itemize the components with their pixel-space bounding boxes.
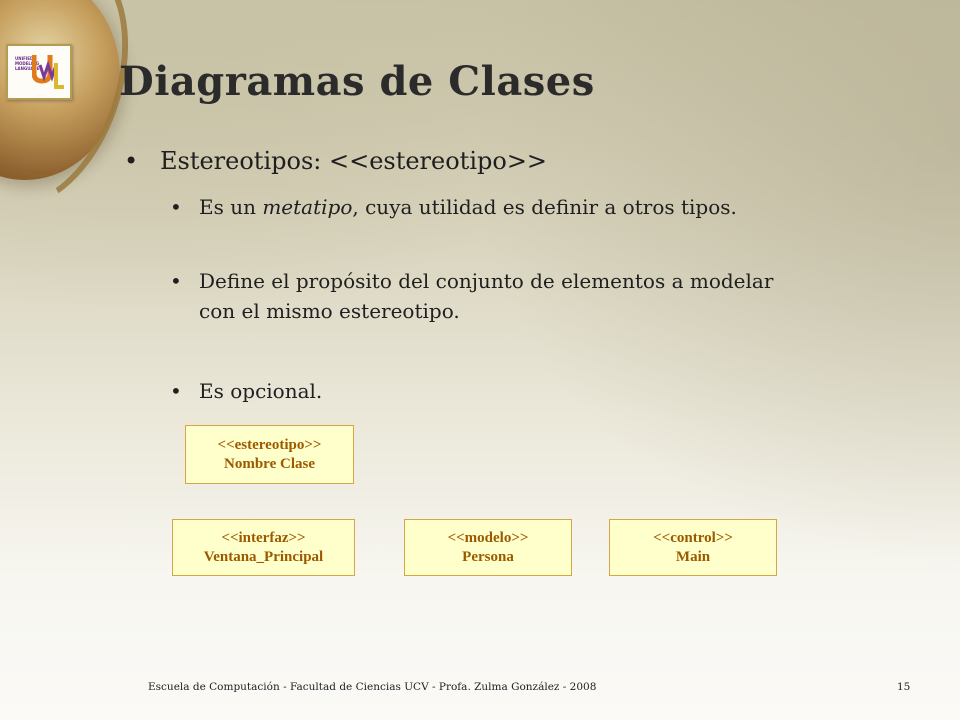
- sub-bullet-text: , cuya utilidad es definir a otros tipos.: [352, 195, 737, 219]
- bullet-dot: •: [170, 195, 182, 219]
- sub-bullet-metatipo: [170, 192, 737, 222]
- class-box-modelo: [404, 519, 572, 576]
- class-name: Nombre Clase: [224, 455, 315, 472]
- footer-text: Escuela de Computación - Facultad de Ciencias UCV - Profa. Zulma González - 2008: [148, 681, 597, 693]
- class-box-interfaz: [172, 519, 355, 576]
- sub-bullet-text: Es opcional.: [199, 379, 323, 403]
- class-stereotype: <<interfaz>>: [221, 529, 306, 546]
- uml-logo-mark: [32, 51, 66, 93]
- class-name: Main: [675, 548, 711, 565]
- sub-bullet-opcional: [170, 376, 322, 406]
- class-stereotype: <<control>>: [653, 529, 733, 546]
- class-box-control: [609, 519, 777, 576]
- class-stereotype: <<estereotipo>>: [217, 436, 322, 453]
- class-name: Ventana_Principal: [203, 548, 324, 565]
- uml-logo-text: UNIFIED MODELING LANGUAGE: [15, 56, 40, 71]
- sub-bullet-text: Define el propósito del conjunto de elementos a modelar: [199, 269, 774, 293]
- sub-bullet-text-cont: con el mismo estereotipo.: [199, 299, 460, 323]
- globe-ring-decoration: [0, 0, 159, 231]
- sub-bullet-italic: metatipo: [262, 195, 353, 219]
- page-number: 15: [897, 681, 911, 693]
- bullet-dot: •: [170, 269, 182, 293]
- sub-bullet-text: Es un: [199, 195, 263, 219]
- class-name: Persona: [462, 548, 514, 565]
- class-box-example: [185, 425, 354, 484]
- class-stereotype: <<modelo>>: [447, 529, 529, 546]
- uml-logo: [6, 44, 72, 100]
- page-title: Diagramas de Clases: [119, 58, 595, 105]
- bullet-dot: •: [124, 147, 139, 175]
- bullet-text: Estereotipos: <<estereotipo>>: [160, 147, 548, 175]
- bullet-dot: •: [170, 379, 182, 403]
- bullet-estereotipos: [124, 147, 547, 175]
- sub-bullet-proposito: [170, 266, 773, 326]
